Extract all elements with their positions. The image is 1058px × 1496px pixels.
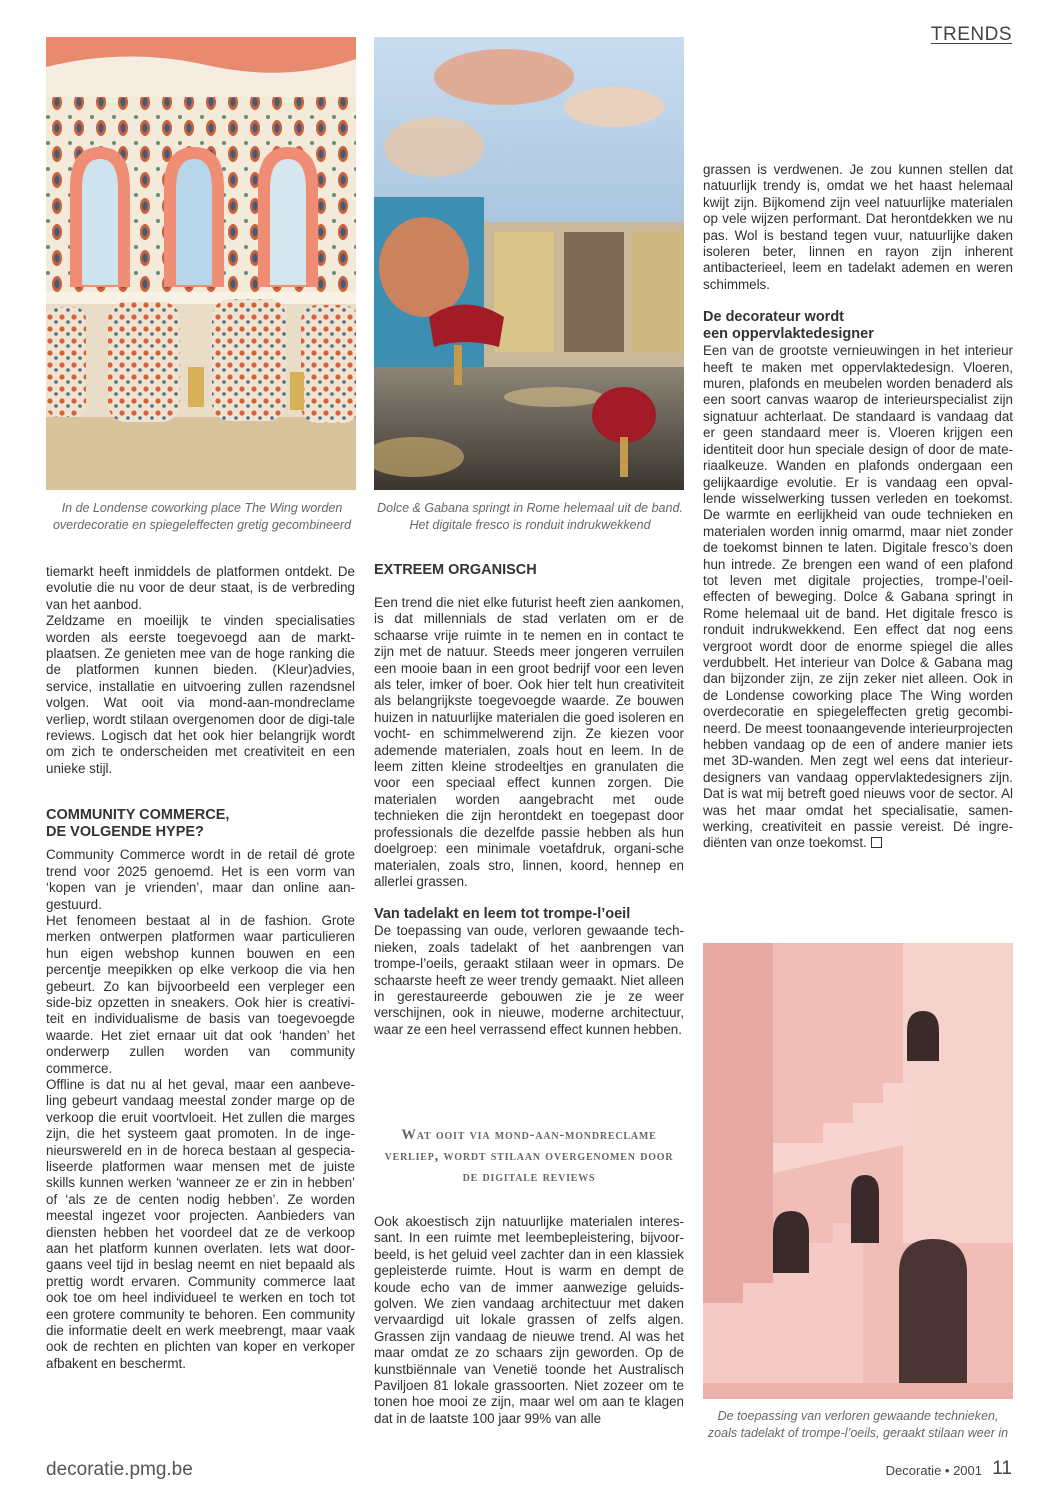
photo-the-wing [46, 37, 356, 490]
photo-pink-stairs [703, 943, 1013, 1399]
col3-paragraph-2 [703, 343, 1013, 852]
footer-magazine: Decoratie • 2001 [885, 1463, 982, 1478]
col2-heading: EXTREEM ORGANISCH [374, 562, 537, 578]
col3-paragraph-2-text: Een van de grootste vernieuwingen in het interieur heeft te maken met oppervlaktedesign. Vloeren, muren, plafonds en meubelen worden benaderd als een soort canvas waarop de interieurspecialist zijn signatuur achterlaat. De standaard is vandaag dat er geen standaard meer is. Vloeren krijgen een identiteit door hun speciale design of door de mate-riaalkeuze. Wanden en plafonds ondergaan een gelijkaardige evolutie. Er is vandaag een opval-lende wisselwerking tussen verleden en toekomst. De warmte en eerlijkheid van oude technieken en materialen worden innig omarmd, maar niet zonder de toekomst binnen te laten. Digitale fresco’s doen hun intrede. Ze brengen een wand of een plafond tot leven met digitale projecties, trompe-l’oeil-effecten of beweging. Dolce & Gabana springt in Rome helemaal uit de band. Het digitale fresco is ronduit indrukwekkend. Een effect dat nog eens vergroot wordt door de enorme spiegel die alles verdubbelt. Het interieur van Dolce & Gabana mag dan bijzonder zijn, ze zijn zeker niet alleen. Ook in de Londense coworking place The Wing worden overdecoratie en spiegeleffecten gretig gecombi-neerd. De meest toonaangevende interieurprojecten hebben vandaag op de een of andere manier iets met 3D-wanden. Men zegt wel eens dat interieur-designers van vandaag oppervlaktedesigners zijn. Dat is wat mij betreft goed nieuws voor de sector. Al was het maar omdat het specialisatie, samen-werking, creativiteit en passie vereist. Dé ingre-diënten van onze toekomst. [703, 343, 1013, 851]
pink-stairs-illustration [703, 943, 1013, 1399]
col3-paragraph-1: grassen is verdwenen. Je zou kunnen stellen dat natuurlijk trendy is, omdat we het haast helemaal kwijt zijn. Bijkomend zijn veel natuurlijke materialen op vele wijzen performant. Dat herontdekken we nu pas. Wol is bestand tegen vuur, natuurlijke daken isoleren beter, linnen en rayon zijn inherent antibacterieel, leem en tadelakt ademen en weren schimmels. [703, 162, 1013, 292]
column-2-lower [374, 1214, 684, 1427]
caption-dolce-gabana: Dolce & Gabana springt in Rome helemaal uit de band. Het digitale fresco is ronduit indrukwekkend [377, 501, 683, 532]
col1-paragraph-2: Zeldzame en moeilijk te vinden specialisaties worden als eerste toegevoegd aan de markt-plaatsen. Ze genieten mee van de hoge ranking die de platformen kunnen bieden. (Kleur)advies, service, installatie en uitvoering zullen razendsnel volgen. Wat ooit via mond-aan-mondreclame verliep, wordt stilaan overgenomen door de digi-tale reviews. Logisch dat het ook hier belangrijk wordt om zich te onderscheiden met creativiteit en een unieke stijl. [46, 613, 355, 776]
footer-url[interactable]: decoratie.pmg.be [46, 1459, 193, 1480]
col2-subheading: Van tadelakt en leem tot trompe-l’oeil [374, 906, 631, 923]
column-2 [374, 562, 684, 1038]
col1-intro: tiemarkt heeft inmiddels de platformen ontdekt. De evolutie die nu voor de deur staat, is de verbreding van het aanbod. [46, 564, 355, 612]
section-tag: TRENDS [930, 24, 1012, 45]
col1-paragraph-3: Community Commerce wordt in de retail dé grote trend voor 2025 genoemd. Het is een vorm van ‘kopen van je vrienden’, maar dan online aan-gestuurd. [46, 847, 355, 912]
col2-paragraph-1: Een trend die niet elke futurist heeft zien aankomen, is dat millennials de stad verlaten om er de schaarse vrije ruimte in te nemen en in contact te zijn met de natuur. Steeds meer jongeren verruilen een mooie baan in een groot bedrijf voor een leven als teler, imker of boer. Ook hier telt hun creativiteit als belangrijkste toegevoegde waarde. Ze bouwen huizen in natuurlijke materialen die goed isoleren en vocht- en schimmelwerend zijn. Ze kiezen voor ademende materialen, zoals hout en leem. In de leem zitten kleine strodeeltjes en granulaten die voor een speciaal effect kunnen zorgen. Die materialen worden aangebracht met oude technieken die zijn herontdekt en toegepast door professionals die dezelfde passie hebben als hun doelgroep: een minimale voetafdruk, organi-sche materialen, zoals stro, linnen, koord, hennep en allerlei grassen. [374, 595, 684, 889]
column-3 [703, 162, 1013, 852]
col1-heading-line-2: DE VOLGENDE HYPE? [46, 824, 204, 841]
col2-paragraph-3: Ook akoestisch zijn natuurlijke materialen interes-sant. In een ruimte met leembepleistering, bijvoor-beeld, is het geluid veel zachter dan in een klassiek gepleisterde ruimte. Hout is warm en dempt de koude echo van de immer aanwezige geluids-golven. We zien vandaag architectuur met daken vervaardigd uit lokale grassen of zelfs algen. Grassen zijn vandaag de nieuwe trend. Al was het maar omdat ze zo schaars zijn geworden. Op de kunstbiënnale van Venetië toonde het Australisch Paviljoen 81 lokale grassoorten. Niet zozeer om te tonen hoe mooi ze zijn, maar wel om aan te klagen dat in de laatste 100 jaar 99% van alle [374, 1214, 684, 1426]
caption-pink-stairs: De toepassing van verloren gewaande technieken, zoals tadelakt of trompe-l’oeils, geraakt stilaan weer in [707, 1409, 1009, 1440]
page-number: 11 [992, 1458, 1012, 1479]
col3-heading-line-2: een oppervlaktedesigner [703, 326, 874, 343]
caption-the-wing: In de Londense coworking place The Wing worden overdecoratie en spiegeleffecten gretig gecombineerd [52, 501, 352, 532]
the-wing-illustration [46, 37, 356, 490]
col1-paragraph-5: Offline is dat nu al het geval, maar een aanbeve-ling gebeurt vandaag meestal zonder marge op de verkoop die eruit voortvloeit. Het zullen die marges zijn, die het systeem gaat promoten. In de inge-nieurswereld en in de horeca bestaan al gespecia-liseerde platformen waar mensen met de juiste skills kunnen werken ‘wanneer ze er zin in hebben’ of ‘als ze de centen nodig hebben’. Ze worden meestal ingezet voor projecten. Aanbieders van diensten hebben het voordeel dat ze de verkoop aan het platform kunnen overlaten. Iets wat door-gaans veel tijd in beslag neemt en niet bepaald als prettig wordt ervaren. Community commerce laat ook toe om heel individueel te werken en toch tot een grotere community te behoren. Een community die informatie deelt en werk meebrengt, maar vaak ook de rechten en plichten van koper en verkoper afbakent en beschermt. [46, 1076, 355, 1371]
pull-quote: Wat ooit via mond-aan-mondreclame verliep, wordt stilaan overgenomen door de digitale reviews [384, 1127, 674, 1185]
dolce-gabana-illustration [374, 37, 684, 490]
col1-heading-line-1: COMMUNITY COMMERCE, [46, 807, 230, 824]
end-mark-icon [871, 837, 882, 848]
photo-dolce-gabana [374, 37, 684, 490]
col2-paragraph-2: De toepassing van oude, verloren gewaande tech-nieken, zoals tadelakt of het aanbrengen van trompe-l’oeils, geraakt stilaan weer in opmars. De schaarste heeft ze weer trendy gemaakt. Niet alleen in gerestaureerde gebouwen zie je ze weer verschijnen, ook in nieuwe, moderne architectuur, waar ze een heel verrassend effect kunnen hebben. [374, 923, 684, 1037]
col3-heading-line-1: De decorateur wordt [703, 309, 844, 326]
col1-paragraph-4: Het fenomeen bestaat al in de fashion. Grote merken ontwerpen platformen waar particulieren hun eigen webshop kunnen bouwen en een percentje meepikken op elke verkoop die via hen gebeurt. Zo kan bijvoorbeeld een verpleger een side-biz opzetten in sneakers. Ook hier is creativi-teit en individualisme de basis van toegevoegde waarde. Het ziet ernaar uit dat ook ‘handen’ het onderwerp zullen worden van community commerce. [46, 912, 355, 1076]
column-1 [46, 564, 355, 1372]
